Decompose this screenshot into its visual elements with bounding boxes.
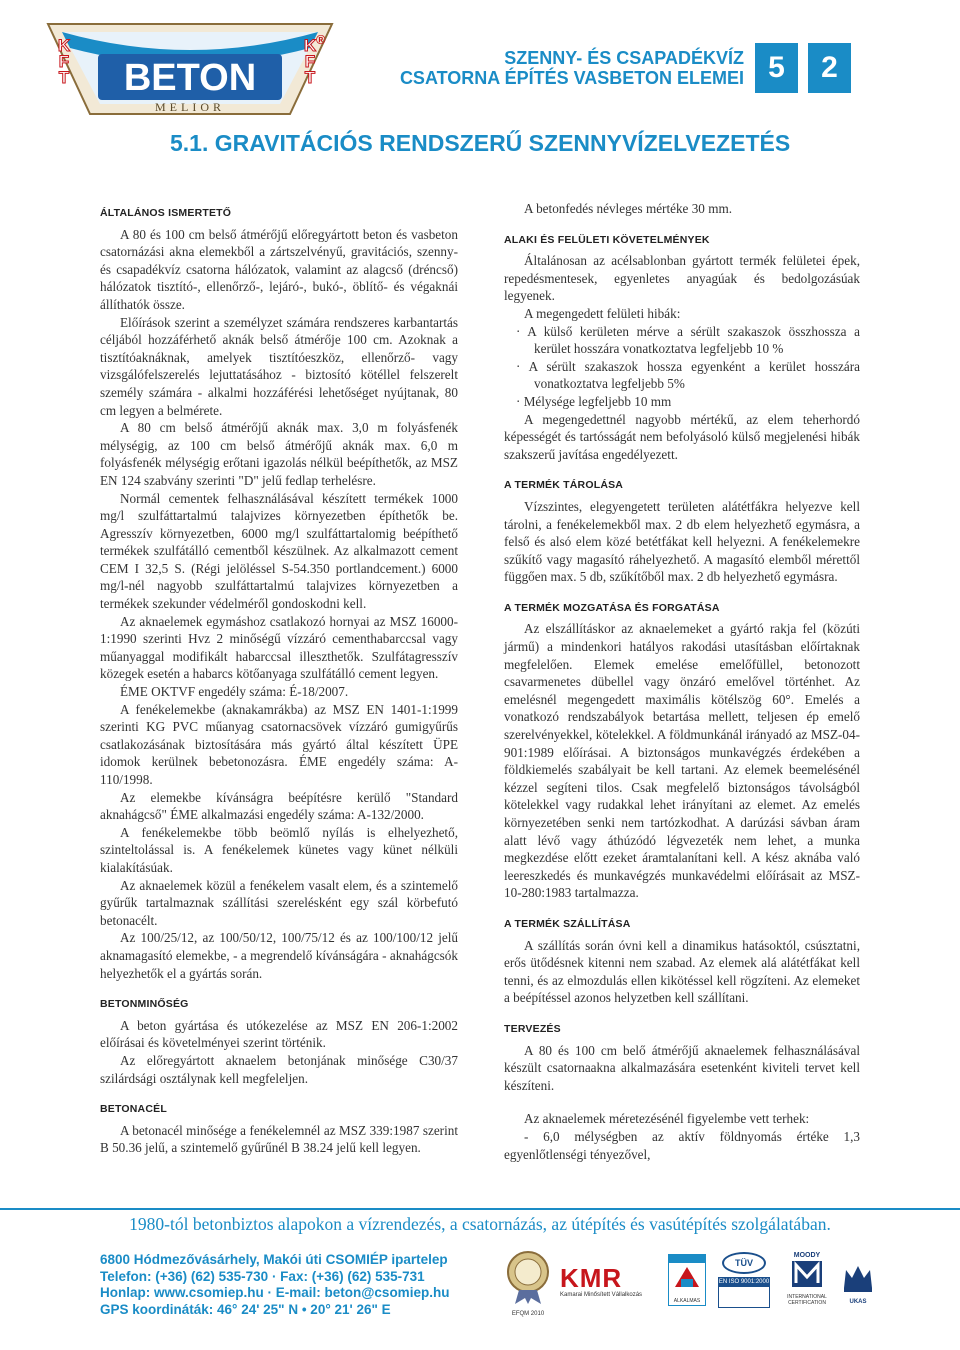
beton-melior-logo: [40, 18, 340, 128]
paragraph: Az előregyártott aknaelem betonjának minősége C30/37 szilárdsági osztálynak kell megfeleljen.: [100, 1052, 458, 1086]
paragraph: A megengedett felületi hibák:: [524, 305, 681, 321]
logo-brand-text: BETON: [123, 57, 257, 99]
alkalmas-label: ALKALMAS: [673, 1298, 701, 1304]
moody-emblem-icon: [782, 1259, 832, 1289]
tuv-badge: [718, 1252, 770, 1308]
kmr-sub-label: Kamarai Minősített Vállalkozás: [560, 1292, 643, 1298]
moody-badge: [782, 1252, 832, 1306]
list-item: · Mélysége legfeljebb 10 mm: [516, 393, 672, 409]
tuv-logo: TÜV: [722, 1252, 766, 1274]
kmr-badge: [560, 1264, 646, 1298]
paragraph: Vízszintes, elegyengetett területen alátétfákra helyezve kell tárolni, a fenékelemekből max. 2 db elem helyezhető egymásra, a felső és alsó elem közé betétfákat kell helyezni. A fenékelemekre szűkítő vagy magasító ráhelyezhető. A magasító elemből mérettől függően max. 5 db, szűkítőből max. 2 db helyezhető egymásra.: [504, 498, 860, 585]
phone-line: Telefon: (+36) (62) 535-730 · Fax: (+36) (62) 535-731: [100, 1268, 425, 1284]
paragraph: A szállítás során óvni kell a dinamikus hatásoktól, csúsztatni, erős ütődésnek kitenni nem szabad. Az elemek alá alátétfákat kell tenni, és az elmozdulás ellen kikötéssel kell rögzíteni. Az elemeket a beépítéssel azonos helyzetben kell szállítani.: [504, 937, 860, 1006]
certification-badges: [500, 1250, 880, 1320]
heading-storage: A TERMÉK TÁROLÁSA: [504, 479, 624, 492]
right-column: [504, 200, 860, 1163]
ukas-label: UKAS: [849, 1299, 867, 1305]
paragraph: Az 100/25/12, az 100/50/12, 100/75/12 és az 100/100/12 jelű aknamagasító elemekbe, - a megrendelő kívánságára - aknahágcsók helyezhetők el a gyártás során.: [100, 930, 458, 981]
heading-rebar: BETONACÉL: [100, 1103, 167, 1116]
defect-list: [504, 323, 860, 411]
paragraph: Az elemekbe kívánságra beépítésre kerülő "Standard aknahágcső" ÉME alkalmazási engedély száma: A-132/2000.: [100, 789, 458, 823]
paragraph: Az aknaelemek méretezésénél figyelembe vett terhek:: [524, 1111, 810, 1127]
tuv-standard: EN ISO 9001:2000: [718, 1279, 770, 1285]
moody-title: MOODY: [793, 1252, 821, 1259]
paragraph: Előírások szerint a személyzet számára rendszeres karbantartás céljából hozzáférhető aknák belső átmérője 100 cm. Azoknak a tisztítóaknáknak, amelyek tisztítóeszköz, ellenőrző- vagy vizsgálófelszerelés lejuttatásához - biztosító kötéllel felszerelt személy számára - alkalmi hozzáférési lehetőséget nyújtanak, 80 cm legyen a belmérete.: [100, 314, 458, 418]
paragraph: Az elszállításkor az aknaelemeket a gyártó rakja fel (közúti jármű) a mindenkori hatályos rakodási utasításban előírtaknak megfelelően. Elemek emelése emelőfüllel, betonozott csavarmenetes dübellel vagy önzáró emelővel történhet. Az emelésnél megengedett maximális kötélszög 60°. Emelés a vonatkozó rendszabályok betartása mellett, teljesen ép emelő szerelvényekkel, kötelekkel. A földmunkánál irányadó az MSZ-04-901:1989 előírásai. A biztonságos munkavégzés érdekében a földkiemelés szabályait be kell tartani. Az elemek beemelésénél kézzel segíteni tilos. Csak megfelelő biztonságos távolságból kötelekkel vagy rudakkal lehet irányítani az elemet. Az emelés környezetében senki nem tartózkodhat. A darúzási sávban áram alatt lévő vagy áthúzódó légvezeték nem lehet, a munka megkezdése előtt ezeket áramtalanítani kell. A kész aknába való leereszkedés és munkavégzés munkavédelmi előírásait az MSZ-10-280:1983 tartalmazza.: [504, 621, 860, 901]
logo-kft-left: K F T: [57, 36, 71, 87]
heading-general: ÁLTALÁNOS ISMERTETŐ: [100, 207, 232, 219]
section-title: 5.1. GRAVITÁCIÓS RENDSZERŰ SZENNYVÍZELVEZETÉS: [170, 130, 791, 156]
alkalmas-stripe: [669, 1255, 705, 1263]
paragraph: A fenékelemekbe több beömlő nyílás is elhelyezhető, szinteltolással is. A fenékelemek künetes vagy künet nélküli kialakításúak.: [100, 824, 458, 875]
paragraph: Normál cementek felhasználásával készített termékek 1000 mg/l szulfáttartalmú talajvizes környezetben építhetők be. Agresszív környezetben, 6000 mg/l szulfáttartalomig beépíthető termékek szulfátálló cementből készülnek. Az alkalmazott cement CEM I 32,5 S. (Régi jelöléssel S-54.350 portlandcement.) 6000 mg/l-nél nagyobb szulfáttartalmú talajvizes környezetben a termékek szekunder védelméről gondoskodni kell.: [100, 490, 458, 612]
heading-concrete-quality: BETONMINŐSÉG: [100, 998, 189, 1011]
logo-kft-right: K F T: [303, 36, 317, 87]
paragraph: A betonfedés névleges mértéke 30 mm.: [524, 201, 733, 216]
heading-moving: A TERMÉK MOZGATÁSA ÉS FORGATÁSA: [504, 601, 720, 614]
alkalmas-emblem-icon: [669, 1263, 705, 1293]
logo-sub-text: MELIOR: [155, 100, 225, 114]
efqm-label: EFQM 2010: [511, 1311, 545, 1317]
left-column: [100, 200, 458, 1157]
gps-line: GPS koordináták: 46° 24' 25" N • 20° 21' 26" E: [100, 1301, 391, 1317]
heading-requirements: ALAKI ÉS FELÜLETI KÖVETELMÉNYEK: [504, 233, 710, 246]
footer-tagline: 1980-tól betonbiztos alapokon a vízrendezés, a csatornázás, az útépítés és vasútépítés szolgálatában.: [129, 1214, 831, 1234]
paragraph: Az aknaelemek egymáshoz csatlakozó hornyai az MSZ 16000-1:1990 szerinti Hvz 2 minőségű vízzáró cementhabarccsal vagy műanyaggal modifikált habarccsal illeszthetők. Szulfátagresszív közegek esetén a habarcs kötőanyaga szulfátálló cement legyen.: [100, 613, 458, 682]
page-header: [0, 0, 960, 140]
contact-block: [100, 1252, 449, 1318]
heading-transport: A TERMÉK SZÁLLÍTÁSA: [504, 917, 631, 930]
paragraph: A megengedettnél nagyobb mértékű, az elem teherhordó képességét és tartósságát nem befolyásoló külső megjelenési hibák szakszerű javítása engedélyezett.: [504, 411, 860, 462]
list-item: · A sérült szakaszok hossza egyenként a kerület hosszára vonatkoztatva legfeljebb 5%: [516, 358, 860, 392]
efqm-badge: [505, 1250, 551, 1317]
ukas-badge: [840, 1260, 876, 1305]
kmr-logo-text: KMR: [560, 1263, 623, 1293]
paragraph: ÉME OKTVF engedély száma: É-18/2007.: [120, 684, 349, 700]
header-title-line2: CSATORNA ÉPÍTÉS VASBETON ELEMEI: [399, 68, 744, 88]
tuv-detail-box: [718, 1287, 770, 1308]
heading-design: TERVEZÉS: [504, 1022, 561, 1035]
paragraph: - 6,0 mélységben az aktív földnyomás értéke 1,3 egyenlőtlenségi tényezővel,: [504, 1128, 860, 1162]
logo-graphic: [40, 18, 340, 128]
paragraph: A betonacél minősége a fenékelemnél az MSZ 339:1987 szerint B 50.36 jelű, a szintemelő gyűrűnél B 38.24 jelű kell legyen.: [100, 1122, 458, 1156]
spacer: [504, 1094, 860, 1110]
moody-sub-label: INTERNATIONAL CERTIFICATION: [787, 1294, 827, 1306]
ukas-crown-icon: [840, 1260, 876, 1294]
registered-mark: ®: [316, 32, 326, 47]
paragraph: A 80 és 100 cm belő átmérőjű aknaelemek felhasználásával készült csatornaakna alkalmazására esetenként kiviteli tervet kell készíteni.: [504, 1042, 860, 1093]
footer-divider: [0, 1208, 960, 1210]
alkalmas-badge: [668, 1254, 706, 1306]
web-line: Honlap: www.csomiep.hu · E-mail: beton@csomiep.hu: [100, 1285, 450, 1300]
subchapter-number: 2: [808, 43, 851, 93]
paragraph: A 80 és 100 cm belső átmérőjű előregyártott beton és vasbeton csatornázási akna elemekből a zártszelvényű, gravitációs, szenny- és csapadékvíz csatorna hálózatok, valamint az alagcső (dréncső) hálózatok tisztító-, ellenőrző-, lejáró-, bukó-, öblítő- és végaknái állíthatók össze.: [100, 226, 458, 312]
list-item: · A külső kerületen mérve a sérült szakaszok összhossza a kerület hosszára vonatkoztatva legfeljebb 10 %: [516, 323, 860, 357]
paragraph: A fenékelemekbe (aknakamrákba) az MSZ EN 1401-1:1999 szerinti KG PVC műanyag csatornacsövek vízzáró gumigyűrűs csatlakozásának biztosítására más gyártó által készített ÜPE idomok kerülnek bebetonozásra. ÉME engedély száma: A-110/1998.: [100, 701, 458, 787]
header-title: [400, 48, 744, 88]
chapter-number: 5: [755, 43, 798, 93]
header-title-line1: SZENNY- ÉS CSAPADÉKVÍZ: [504, 48, 744, 68]
paragraph: Általánosan az acélsablonban gyártott termék felületei épek, repedésmentesek, egyenletes anyagúak és bedolgozásúak legyenek.: [504, 253, 860, 304]
efqm-seal-icon: [505, 1250, 551, 1306]
address-line: 6800 Hódmezővásárhely, Makói úti CSOMIÉP ipartelep: [100, 1252, 448, 1267]
paragraph: Az aknaelemek közül a fenékelem vasalt elem, és a szintemelő gyűrűk tartalmaznak szállítási szerelésként egy szál körbefutó betonacélt.: [100, 877, 458, 928]
paragraph: A beton gyártása és utókezelése az MSZ EN 206-1:2002 előírásai és követelményei szerint történik.: [100, 1017, 458, 1051]
paragraph: A 80 cm belső átmérőjű aknák max. 3,0 m folyásfenék mélységig, az 100 cm belső átmérőjű aknák max. 6,0 m folyásfenék mélységig erőtani igazolás nélkül beépíthetők, az MSZ EN 124 szabvány szerinti "D" jelű fedlap terhelésre.: [100, 420, 458, 488]
